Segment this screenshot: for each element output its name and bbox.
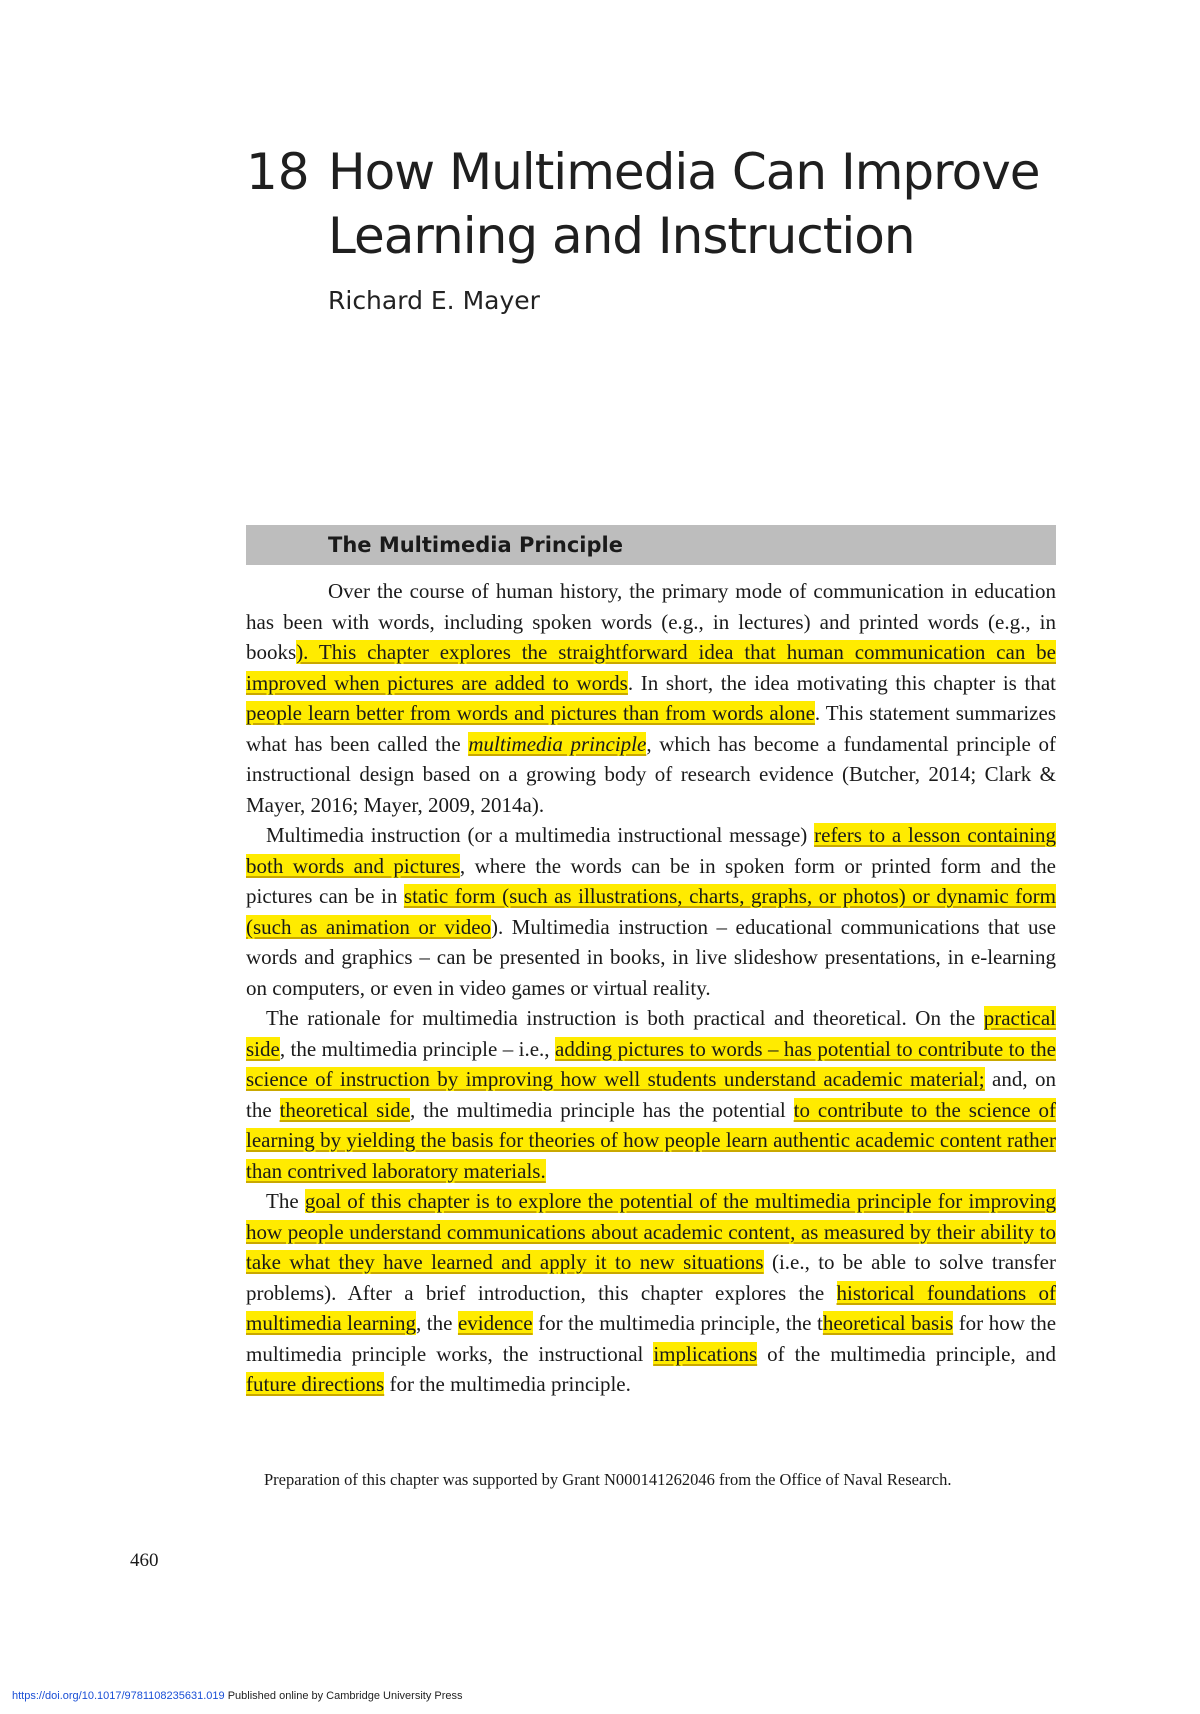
chapter-title: How Multimedia Can Improve Learning and Instruction xyxy=(328,143,1040,265)
paragraph-2[interactable] xyxy=(246,820,1056,1003)
highlight[interactable]: evidence xyxy=(457,1311,533,1335)
text-run: , the xyxy=(415,1311,458,1335)
text-run: for how the multimedia principle works, the instructional xyxy=(246,1311,1057,1366)
chapter-title-row xyxy=(246,140,1066,268)
text-run: . This statement summarizes what has been called the xyxy=(246,701,1056,756)
highlight[interactable]: static form (such as illustrations, charts, graphs, or photos) or dynamic form (such as animation or video xyxy=(246,884,1056,939)
publisher-text: Published online by Cambridge University Press xyxy=(224,1690,463,1702)
text-run: . In short, the idea motivating this chapter is that xyxy=(627,670,1057,695)
highlight[interactable]: historical foundations of multimedia learning xyxy=(246,1280,1056,1335)
section-heading: The Multimedia Principle xyxy=(328,533,623,557)
footnote: Preparation of this chapter was supported by Grant N000141262046 from the Office of Naval Research. xyxy=(264,1470,952,1489)
text-run: , where the words can be in spoken form or printed form and the pictures can be in xyxy=(246,853,1056,908)
paragraph-4[interactable] xyxy=(246,1186,1056,1400)
doi-link[interactable]: https://doi.org/10.1017/9781108235631.019 xyxy=(12,1690,225,1702)
chapter-number: 18 xyxy=(246,143,310,201)
highlight[interactable]: heoretical basis xyxy=(822,1311,954,1335)
text-run: and, on the xyxy=(246,1067,1056,1122)
text-run: The xyxy=(266,1189,305,1213)
text-run: , the multimedia principle – i.e., xyxy=(279,1036,555,1061)
highlight[interactable]: to contribute to the science of learning by yielding the basis for theories of how people learn authentic academic content rather than contrived laboratory materials. xyxy=(246,1097,1056,1183)
text-run: , the multimedia principle has the potential xyxy=(409,1097,794,1122)
text-run: (i.e., to be able to solve transfer problems). After a brief introduction, this chapter explores the xyxy=(246,1250,1056,1305)
text-run: for the multimedia principle. xyxy=(384,1372,631,1396)
highlight[interactable]: practical side xyxy=(246,1006,1056,1061)
highlight[interactable]: refers to a lesson containing both words and pictures xyxy=(246,823,1056,878)
text-run: Over the course of human history, the primary mode of communication in education has been with words, including spoken words (e.g., in lectures) and printed words (e.g., in books xyxy=(246,579,1056,664)
chapter-header xyxy=(246,140,1066,315)
highlight[interactable]: ). This chapter explores the straightforward idea that human communication can be improved when pictures are added to words xyxy=(246,640,1056,695)
paragraph-1[interactable] xyxy=(246,576,1056,820)
highlight[interactable]: implications xyxy=(653,1341,758,1366)
highlight[interactable]: people learn better from words and pictures than from words alone xyxy=(246,701,815,725)
highlight[interactable]: future directions xyxy=(246,1372,385,1396)
text-run: of the multimedia principle, and xyxy=(757,1341,1056,1366)
chapter-author: Richard E. Mayer xyxy=(328,286,540,315)
text-run: The rationale for multimedia instruction is both practical and theoretical. On the xyxy=(266,1006,984,1030)
highlight[interactable]: adding pictures to words – has potential to contribute to the science of instruction by improving how well students understand academic material; xyxy=(246,1036,1056,1091)
text-run: , which has become a fundamental principle of instructional design based on a growing body of research evidence (Butcher, 2014; Clark & Mayer, 2016; Mayer, 2009, 2014a). xyxy=(246,731,1056,817)
highlight-italic-term[interactable]: multimedia principle xyxy=(468,731,647,756)
text-run: Multimedia instruction (or a multimedia instructional message) xyxy=(266,823,815,847)
doi-footer xyxy=(12,1690,463,1702)
highlight[interactable]: theoretical side xyxy=(279,1097,410,1122)
body-text[interactable] xyxy=(246,576,1056,1400)
section-heading-bar xyxy=(246,525,1056,565)
page-number: 460 xyxy=(130,1550,159,1571)
paragraph-3[interactable] xyxy=(246,1003,1056,1186)
highlight[interactable]: goal of this chapter is to explore the potential of the multimedia principle for improving how people understand communications about academic content, as measured by their ability to take what they have learned and apply it to new situations xyxy=(246,1189,1056,1274)
text-run: ). Multimedia instruction – educational communications that use words and graphics – can be presented in books, in live slideshow presentations, in e-learning on computers, or even in video games or virtual reality. xyxy=(246,914,1057,1000)
text-run: for the multimedia principle, the t xyxy=(532,1311,823,1335)
